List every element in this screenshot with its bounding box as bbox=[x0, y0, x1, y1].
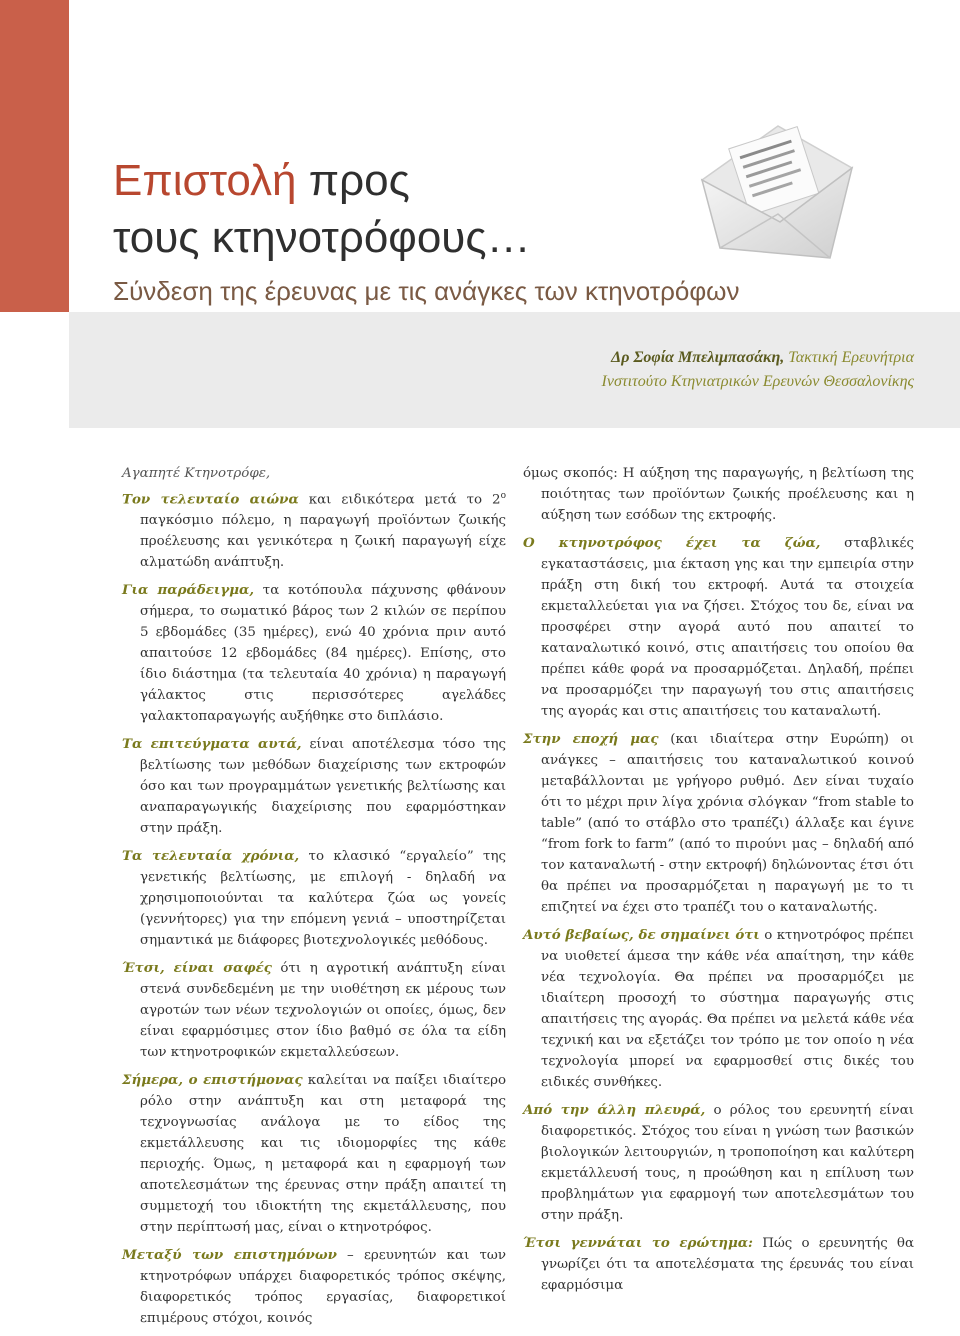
paragraph bbox=[122, 1070, 506, 1238]
paragraph bbox=[523, 533, 914, 722]
paragraph bbox=[523, 463, 914, 526]
paragraph-text: (και ιδιαίτερα στην Ευρώπη) οι ανάγκες – απαιτήσεις του καταναλωτικού κοινού μεταβάλλονται με γρήγορο ρυθμό. Δεν είναι τυχαίο ότι το μέχρι πριν λίγα χρόνια σλόγκαν “from stable to table” (από το στάβλο στο τραπέζι) άλλαξε και έγινε “from fork to farm” (από το πιρούνι μας – δηλαδή από τον καταναλωτή - στην εκτροφή) δηλώνοντας έτσι ότι θα πρέπει να προσαρμόζεται η παραγωγή με το τι επιζητεί να έχει στο τραπέζι του ο καταναλωτής. bbox=[541, 732, 914, 915]
superscript: ο bbox=[500, 491, 507, 501]
paragraph-lead: Ο κτηνοτρόφος έχει τα ζώα, bbox=[523, 535, 821, 551]
paragraph bbox=[122, 486, 506, 573]
paragraph bbox=[122, 958, 506, 1063]
paragraph bbox=[122, 1245, 506, 1329]
paragraph bbox=[523, 729, 914, 918]
paragraph-lead: Σήμερα, ο επιστήμονας bbox=[122, 1072, 303, 1089]
paragraph-lead: Τα επιτεύγματα αυτά, bbox=[122, 736, 302, 753]
paragraph-text: τα κοτόπουλα πάχυνσης φθάνουν σήμερα, το σωματικό βάρος των 2 κιλών σε περίπου 5 εβδομάδες (35 ημέρες), ενώ 40 χρόνια πριν αυτό απαιτούσε 12 εβδομάδες (84 ημέρες). Επίσης, στο ίδιο διάστημα (τα τελευταία 40 χρόνια) η παραγωγή γάλακτος στις περισσότερες αγελάδες γαλακτοπαραγωγής αυξήθηκε στο διπλάσιο. bbox=[140, 583, 506, 725]
paragraph-text: ότι η αγροτική ανάπτυξη είναι στενά συνδεδεμένη με την υιοθέτηση εκ μέρους των αγροτών των νέων τεχνολογιών οι οποίες, όμως, δεν είναι εφαρμόσιμες στον ίδιο βαθμό σε όλα τα είδη των κτηνοτροφικών εκμεταλλεύσεων. bbox=[140, 961, 506, 1061]
paragraph-text: σταβλικές εγκαταστάσεις, μια έκταση γης και την εμπειρία στην πράξη στη δική του εκτροφή. Αυτά τα στοιχεία εκμεταλλεύεται για να ζήσει. Στόχος του δε, είναι να προσφέρει στην αγορά αυτό που απαιτεί το καταναλωτικό κοινό, στις απαιτήσεις του οποίου θα πρέπει κάθε φορά να προσαρμόζεται. Δηλαδή, πρέπει να προσαρμόζει την παραγωγή του στις απαιτήσεις της αγοράς και στις απαιτήσεις του καταναλωτή. bbox=[541, 536, 914, 719]
paragraph bbox=[122, 580, 506, 727]
paragraph-text: ο κτηνοτρόφος πρέπει να υιοθετεί άμεσα την κάθε νέα απαίτηση, την κάθε νέα τεχνολογία. Θα πρέπει να προσαρμόζει με ιδιαίτερη προσοχή το σύστημα παραγωγής στις απαιτήσεις της αγοράς. Θα πρέπει να μελετά κάθε νέα τεχνική και να εξετάζει τον τρόπο με τον οποίο η νέα τεχνολογία μπορεί να εφαρμοσθεί στις δικές του ειδικές συνθήκες. bbox=[541, 928, 915, 1090]
paragraph bbox=[523, 925, 914, 1093]
paragraph-text: Πώς ο ερευνητής θα γνωρίζει ότι τα αποτελέσματα της έρευνάς του είναι εφαρμόσιμα bbox=[541, 1236, 914, 1293]
paragraph-lead: Για παράδειγμα, bbox=[122, 582, 254, 599]
paragraph-text: παγκόσμιο πόλεμο, η παραγωγή προϊόντων ζωικής προέλευσης και γενικότερα η ζωική παραγωγή είχε αλματώδη ανάπτυξη. bbox=[140, 513, 506, 571]
page-title bbox=[113, 152, 531, 266]
paragraph bbox=[523, 1100, 914, 1226]
paragraph-lead: Αυτό βεβαίως, δε σημαίνει ότι bbox=[523, 927, 760, 943]
paragraph bbox=[122, 734, 506, 839]
paragraph-text: καλείται να παίξει ιδιαίτερο ρόλο στην ανάπτυξη και στη μεταφορά της τεχνογνωσίας ανάλογα με το είδος της εκμετάλλευσης και τις ιδιομορφίες της κάθε περιοχής. Όμως, η μεταφορά και η εφαρμογή των αποτελεσμάτων της έρευνας στην πράξη απαιτεί τη συμμετοχή του ιδιοκτήτη της εκμετάλλευσης, που στην περίπτωσή μας, είναι ο κτηνοτρόφος. bbox=[140, 1073, 507, 1236]
title-line1-rest: προς bbox=[296, 156, 410, 205]
paragraph-lead: Τον τελευταίο αιώνα bbox=[122, 491, 299, 508]
envelope-letter-icon bbox=[690, 118, 860, 266]
paragraph-lead: Μεταξύ των επιστημόνων bbox=[122, 1247, 337, 1264]
paragraph-lead: Από την άλλη πλευρά, bbox=[523, 1102, 706, 1118]
right-column bbox=[523, 463, 914, 1303]
paragraph-lead: Έτσι, είναι σαφές bbox=[122, 960, 272, 977]
paragraph-lead: Έτσι γεννάται το ερώτημα: bbox=[523, 1235, 754, 1251]
page-subtitle: Σύνδεση της έρευνας με τις ανάγκες των κτηνοτρόφων bbox=[113, 276, 740, 306]
paragraph-lead: Τα τελευταία χρόνια, bbox=[122, 848, 300, 865]
paragraph bbox=[122, 846, 506, 951]
title-word-highlight: Επιστολή bbox=[113, 156, 297, 205]
author-block bbox=[602, 346, 914, 394]
paragraph-lead: Στην εποχή μας bbox=[523, 731, 659, 747]
left-column bbox=[122, 463, 506, 1336]
greeting: Αγαπητέ Κτηνοτρόφε, bbox=[122, 466, 271, 481]
paragraph-text: είναι αποτέλεσμα τόσο της βελτίωσης των μεθόδων διαχείρισης των εκτροφών όσο και των προγραμμάτων γενετικής βελτίωσης και αναπαραγωγικής διαχείρισης που εφαρμόστηκαν στην πράξη. bbox=[140, 737, 506, 837]
author-name: Δρ Σοφία Μπελιμπασάκη, bbox=[611, 349, 785, 366]
paragraph bbox=[523, 1233, 914, 1296]
title-line2: τους κτηνοτρόφους… bbox=[113, 213, 531, 262]
paragraph-text: όμως σκοπός: Η αύξηση της παραγωγής, η βελτίωση της ποιότητας των προϊόντων ζωικής προέλευσης και η αύξηση των εσόδων της εκτροφής. bbox=[523, 466, 914, 523]
paragraph-text: – ερευνητών και των κτηνοτρόφων υπάρχει διαφορετικός τρόπος σκέψης, διαφορετικός τρόπος εργασίας, διαφορετικοί επιμέρους στόχοι, κοινός bbox=[140, 1248, 506, 1327]
paragraph-text: ο ρόλος του ερευνητή είναι διαφορετικός. Στόχος του είναι η γνώση των βασικών βιολογικών λειτουργιών, η τροποποίηση και καλύτερη εκμετάλλευσή τους, η προώθηση και η επίλυση των προβλημάτων για εφαρμογή των αποτελεσμάτων του στην πράξη. bbox=[541, 1103, 914, 1223]
paragraph-text: και ειδικότερα μετά το 2 bbox=[298, 492, 501, 508]
author-institute: Ινστιτούτο Κτηνιατρικών Ερευνών Θεσσαλονίκης bbox=[601, 373, 914, 390]
author-role: Τακτική Ερευνήτρια bbox=[784, 349, 914, 366]
paragraph-text: το κλασικό “εργαλείο” της γενετικής βελτίωσης, με επιλογή - δηλαδή να χρησιμοποιούνται τα καλύτερα ζώα ως γονείς (γεννήτορες) για την επόμενη γενιά – υποστηρίζεται σημαντικά με διάφορες βιοτεχνολογικές μεθόδους. bbox=[140, 849, 506, 949]
accent-bar bbox=[0, 0, 69, 312]
